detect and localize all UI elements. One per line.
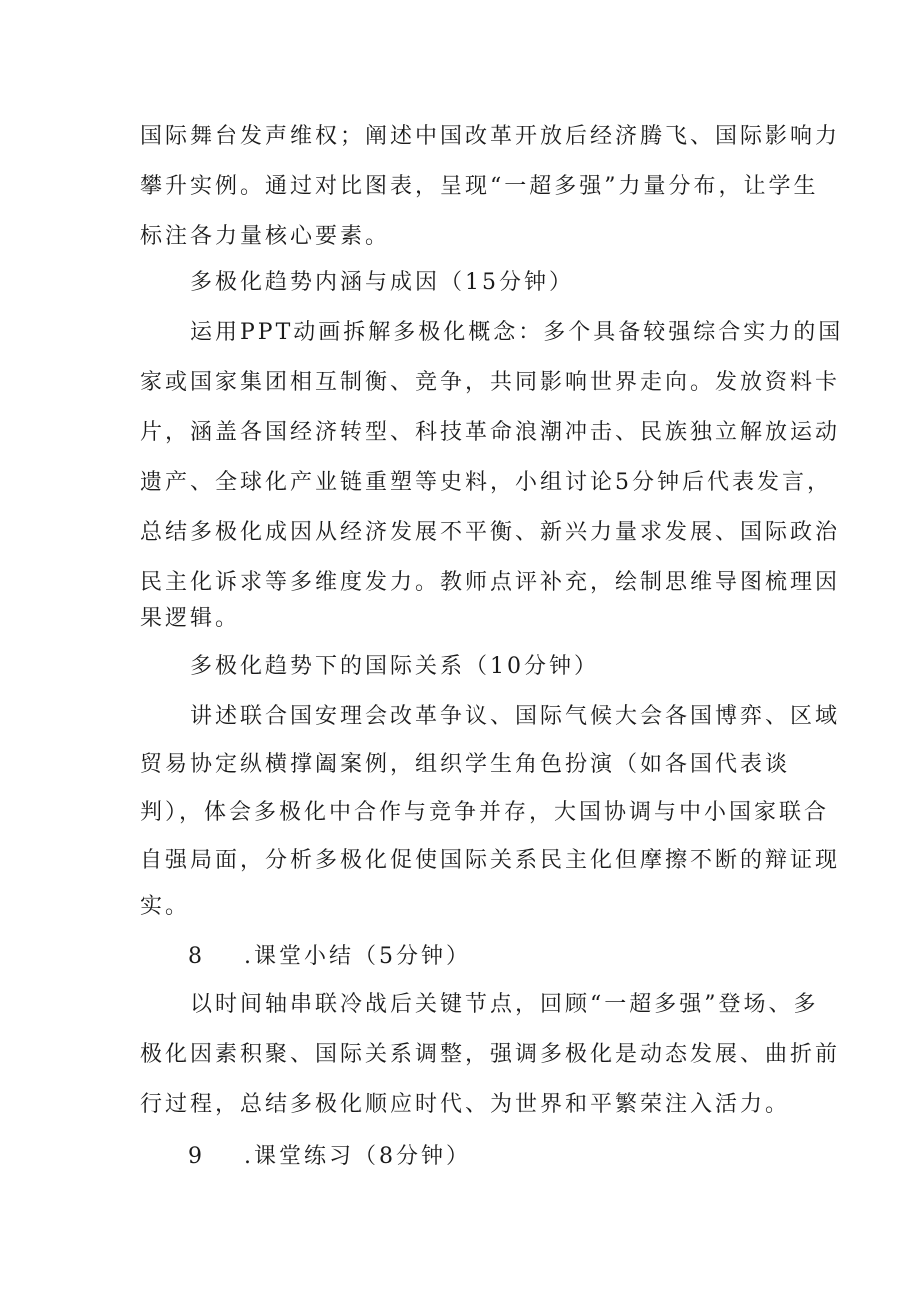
text-line: 果逻辑。 <box>140 606 241 631</box>
text-line: 攀升实例。通过对比图表，呈现“一超多强”力量分布，让学生 <box>140 174 819 199</box>
section-heading-multipolarity-causes: 多极化趋势内涵与成因（15分钟） <box>190 270 574 295</box>
text-line: 民主化诉求等多维度发力。教师点评补充，绘制思维导图梳理因 <box>140 570 841 595</box>
text-line: 家或国家集团相互制衡、竞争，共同影响世界走向。发放资料卡 <box>140 370 841 395</box>
section-number: 8 <box>188 944 202 969</box>
text-line: 运用PPT动画拆解多极化概念：多个具备较强综合实力的国 <box>190 320 844 345</box>
section-number: 9 <box>188 1144 202 1169</box>
text-line: 自强局面，分析多极化促使国际关系民主化但摩擦不断的辩证现 <box>140 848 841 873</box>
section-title: .课堂练习（8分钟） <box>244 1144 471 1169</box>
section-title: .课堂小结（5分钟） <box>244 944 471 969</box>
text-line: 实。 <box>140 894 191 919</box>
text-line: 极化因素积聚、国际关系调整，强调多极化是动态发展、曲折前 <box>140 1042 841 1067</box>
text-line: 贸易协定纵横撑阖案例，组织学生角色扮演（如各国代表谈 <box>140 752 791 777</box>
text-line: 遗产、全球化产业链重塑等史料，小组讨论5分钟后代表发言， <box>140 470 832 495</box>
text-line: 判），体会多极化中合作与竞争并存，大国协调与中小国家联合 <box>140 800 830 825</box>
text-line: 行过程，总结多极化顺应时代、为世界和平繁荣注入活力。 <box>140 1092 791 1117</box>
text-line: 片，涵盖各国经济转型、科技革命浪潮冲击、民族独立解放运动 <box>140 420 841 445</box>
text-line: 标注各力量核心要素。 <box>140 224 391 249</box>
text-line: 国际舞台发声维权；阐述中国改革开放后经济腾飞、国际影响力 <box>140 124 841 149</box>
text-line: 以时间轴串联冷战后关键节点，回顾“一超多强”登场、多 <box>190 992 819 1017</box>
section-heading-international-relations: 多极化趋势下的国际关系（10分钟） <box>190 654 599 679</box>
text-line: 讲述联合国安理会改革争议、国际气候大会各国博弈、区域 <box>190 704 841 729</box>
text-line: 总结多极化成因从经济发展不平衡、新兴力量求发展、国际政治 <box>140 520 841 545</box>
